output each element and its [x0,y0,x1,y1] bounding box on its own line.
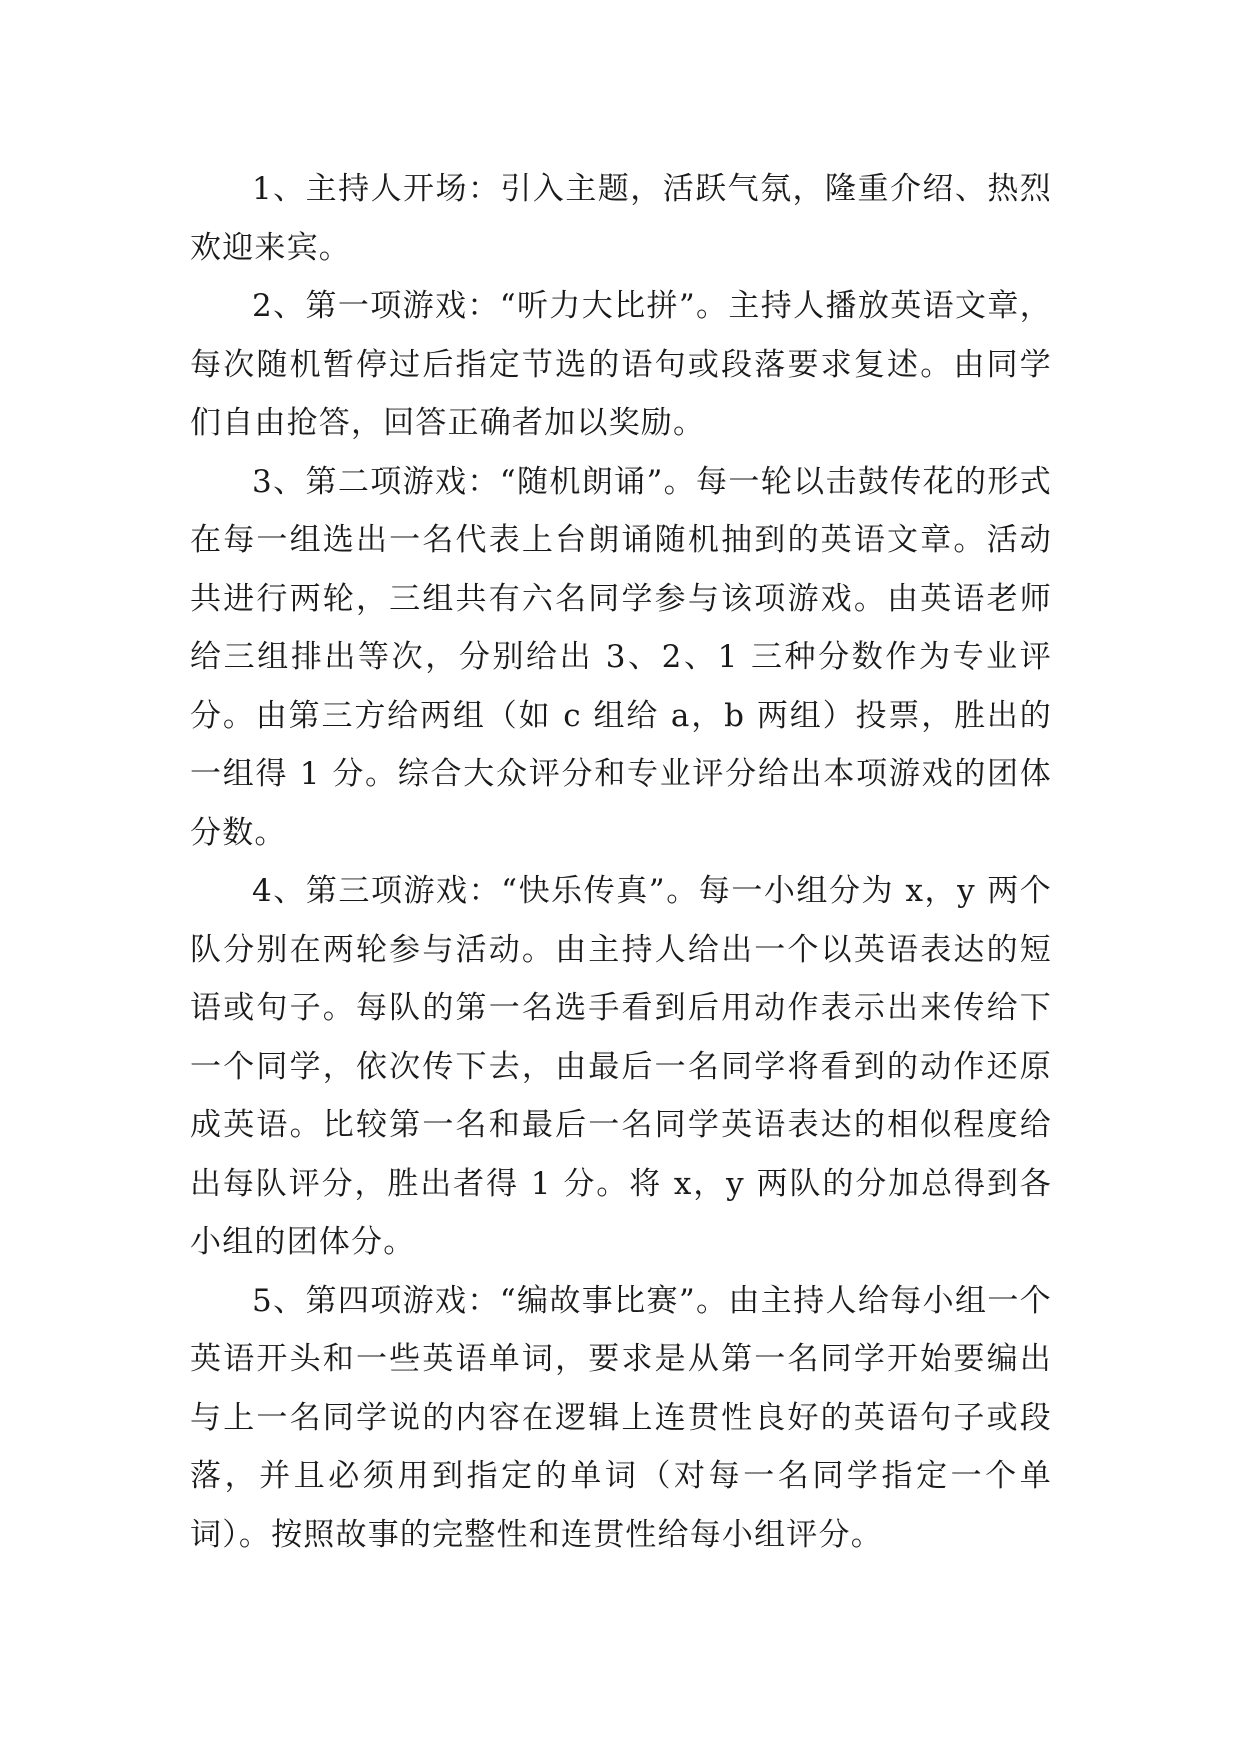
document-body [190,160,1052,1564]
paragraph-1: 1、主持人开场：引入主题，活跃气氛，隆重介绍、热烈欢迎来宾。 [190,171,1052,266]
paragraph-4: 4、第三项游戏：“快乐传真”。每一小组分为 x，y 两个队分别在两轮参与活动。由主持人给出一个以英语表达的短语或句子。每队的第一名选手看到后用动作表示出来传给下一个同学，依次传下去，由最后一名同学将看到的动作还原成英语。比较第一名和最后一名同学英语表达的相似程度给出每队评分，胜出者得 1 分。将 x，y 两队的分加总得到各小组的团体分。 [190,873,1052,1260]
paragraph-2: 2、第一项游戏：“听力大比拼”。主持人播放英语文章，每次随机暂停过后指定节选的语句或段落要求复述。由同学们自由抢答，回答正确者加以奖励。 [190,288,1052,441]
paragraph-3: 3、第二项游戏：“随机朗诵”。每一轮以击鼓传花的形式在每一组选出一名代表上台朗诵随机抽到的英语文章。活动共进行两轮，三组共有六名同学参与该项游戏。由英语老师给三组排出等次，分别给出 3、2、1 三种分数作为专业评分。由第三方给两组（如 c 组给 a，b 两组）投票，胜出的一组得 1 分。综合大众评分和专业评分给出本项游戏的团体分数。 [190,463,1052,851]
paragraph-5: 5、第四项游戏：“编故事比赛”。由主持人给每小组一个英语开头和一些英语单词，要求是从第一名同学开始要编出与上一名同学说的内容在逻辑上连贯性良好的英语句子或段落，并且必须用到指定的单词（对每一名同学指定一个单词）。按照故事的完整性和连贯性给每小组评分。 [190,1282,1052,1553]
